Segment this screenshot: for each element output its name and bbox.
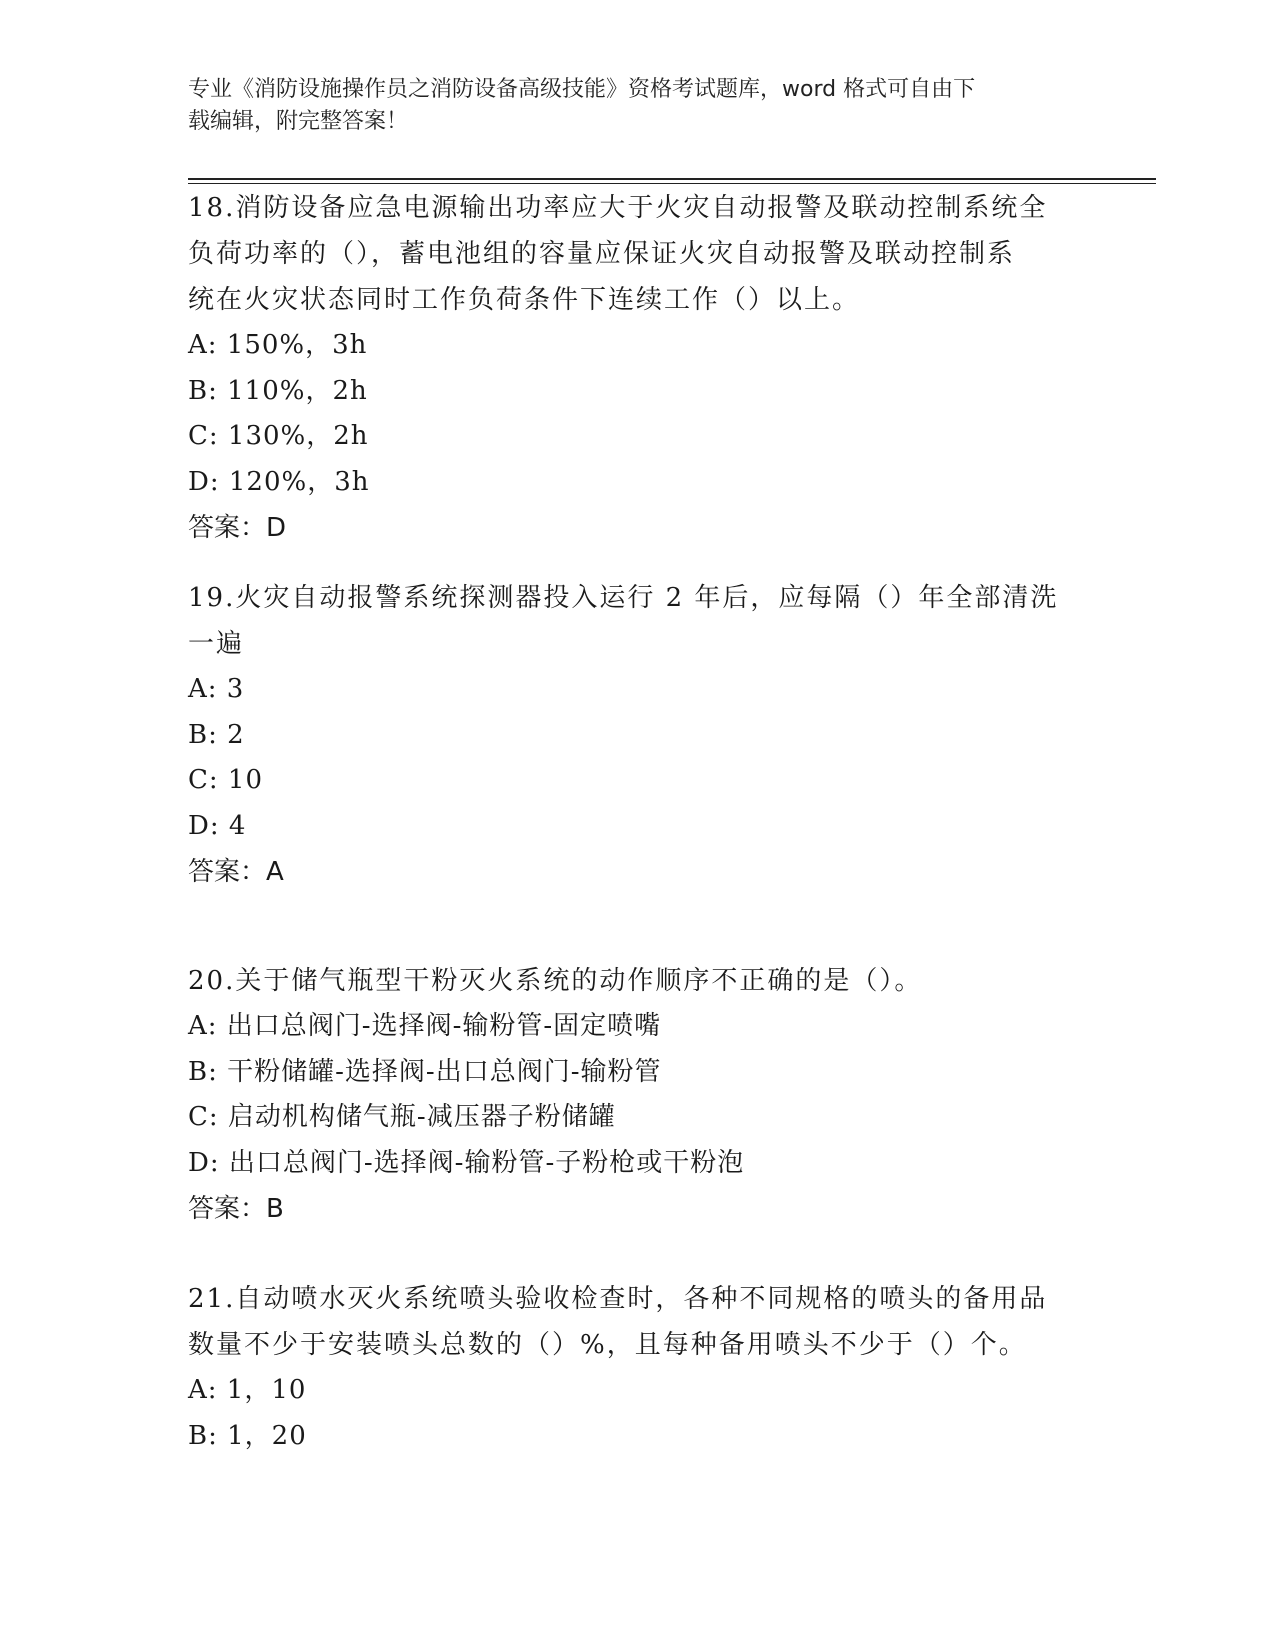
header-divider-thin <box>188 183 1156 184</box>
option-b: B: 110%，2h <box>188 375 368 406</box>
question-stem-line: 统在火灾状态同时工作负荷条件下连续工作（）以上。 <box>188 285 861 315</box>
question-stem-line: 21.自动喷水灭火系统喷头验收检查时，各种不同规格的喷头的备用品 <box>188 1284 1048 1314</box>
option-c: C: 130%，2h <box>188 421 369 451</box>
option-c: C: 10 <box>188 765 264 795</box>
header-divider-thick <box>188 178 1156 180</box>
document-header <box>188 74 1088 138</box>
question-stem-line: 负荷功率的（），蓄电池组的容量应保证火灾自动报警及联动控制系 <box>188 239 1016 269</box>
option-a: A: 1，10 <box>188 1375 307 1405</box>
option-b: B: 1，20 <box>188 1420 307 1451</box>
question-stem-line: 18.消防设备应急电源输出功率应大于火灾自动报警及联动控制系统全 <box>188 193 1048 223</box>
option-b: B: 2 <box>188 719 245 750</box>
question-21 <box>188 1276 1088 1459</box>
option-c: C: 启动机构储气瓶-减压器子粉储罐 <box>188 1102 616 1132</box>
option-a: A: 3 <box>188 674 245 704</box>
question-stem-line: 数量不少于安装喷头总数的（）%，且每种备用喷头不少于（）个。 <box>188 1330 1027 1360</box>
question-20 <box>188 958 1088 1232</box>
option-b: B: 干粉储罐-选择阀-出口总阀门-输粉管 <box>188 1056 662 1087</box>
option-a: A: 出口总阀门-选择阀-输粉管-固定喷嘴 <box>188 1011 662 1041</box>
option-d: D: 4 <box>188 810 247 841</box>
question-stem-line: 20.关于储气瓶型干粉灭火系统的动作顺序不正确的是（）。 <box>188 966 923 996</box>
question-18 <box>188 185 1088 551</box>
question-19 <box>188 575 1088 895</box>
option-a: A: 150%，3h <box>188 330 368 360</box>
answer: 答案：A <box>188 857 284 887</box>
option-d: D: 120%，3h <box>188 466 370 497</box>
header-line-2: 载编辑，附完整答案！ <box>188 109 409 134</box>
header-line-1: 专业《消防设施操作员之消防设备高级技能》资格考试题库，word 格式可自由下 <box>188 77 976 102</box>
answer: 答案：B <box>188 1194 284 1224</box>
option-d: D: 出口总阀门-选择阀-输粉管-子粉枪或干粉泡 <box>188 1147 745 1178</box>
answer: 答案：D <box>188 513 287 543</box>
question-stem-line: 一遍 <box>188 629 245 659</box>
question-stem-line: 19.火灾自动报警系统探测器投入运行 2 年后，应每隔（）年全部清洗 <box>188 583 1059 613</box>
